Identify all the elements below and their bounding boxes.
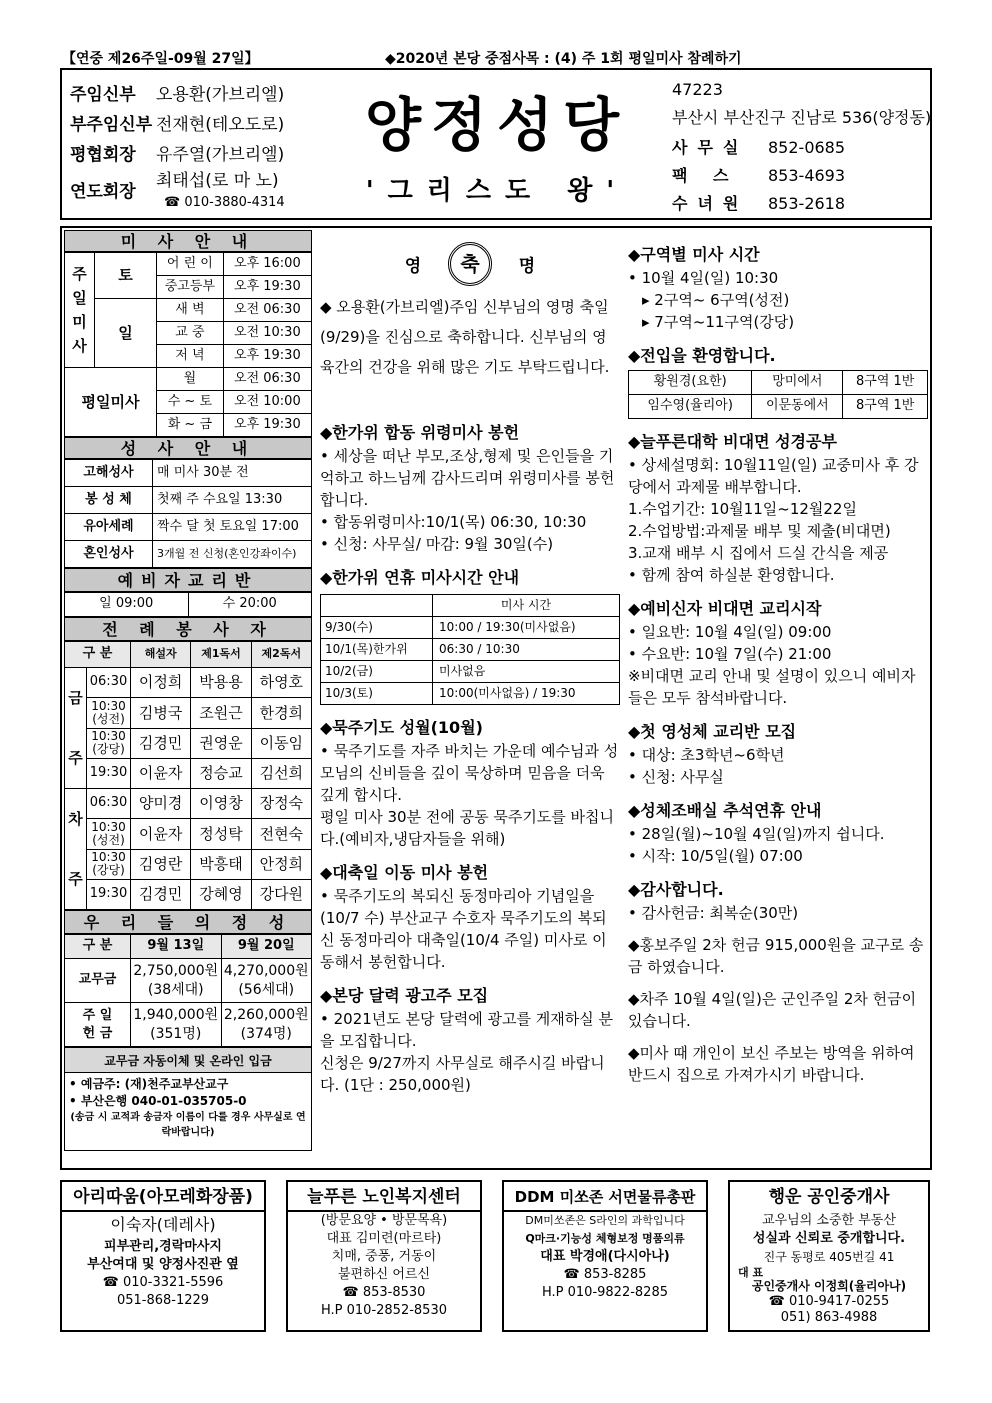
holiday-time: 10:00(미사없음) / 19:30 [433, 683, 620, 705]
contact-row [672, 190, 931, 218]
mass-name: 월 [157, 368, 224, 391]
offerings-table [64, 934, 312, 1047]
holiday-day: 10/2(금) [321, 661, 433, 683]
server-time: 10:30 (강당) [87, 728, 131, 758]
offering-amount: 2,260,000원 [223, 1006, 309, 1023]
staff-row [70, 140, 285, 170]
server-name: 이정희 [131, 668, 191, 698]
ad-line: ☎ 010-3321-5596 [102, 1275, 224, 1290]
offerings-header: 9월 20일 [221, 935, 312, 959]
article-line: ▸ 7구역~11구역(강당) [642, 313, 795, 331]
holiday-time: 미사없음 [433, 661, 620, 683]
ad-title: 행운 공인중개사 [768, 1187, 890, 1207]
offering-amount: 1,940,000원 [133, 1006, 219, 1023]
holiday-day: 9/30(수) [321, 617, 433, 639]
article-line: ◆미사 때 개인이 보신 주보는 방역을 위하여 반드시 집으로 가져가시기 바랍니다. [628, 1044, 915, 1084]
sacrament-value: 3개월 전 신청(혼인강좌이수) [153, 541, 312, 568]
ad-title: DDM 미쏘존 서면물류총판 [504, 1182, 706, 1212]
staff-name: 오용환(가브리엘) [156, 85, 285, 105]
staff-name: 최태섭(로 마 노) [156, 171, 279, 191]
mass-title: 미 사 안 내 [64, 230, 312, 252]
catechumen-start-article [628, 596, 928, 709]
server-time: 10:30 (강당) [87, 849, 131, 879]
article-line: 3.교재 배부 시 집에서 드실 간식을 제공 [628, 544, 889, 562]
mass-name: 저 녁 [157, 345, 224, 368]
ad-clothing [502, 1180, 708, 1332]
article-line: • 10월 4일(일) 10:30 [628, 269, 779, 287]
staff-name: 전재현(테오도로) [156, 115, 285, 135]
article-title: ◆예비신자 비대면 교리시작 [628, 599, 822, 618]
staff-role: 주임신부 [70, 85, 136, 105]
holiday-day: 10/1(목)한가위 [321, 639, 433, 661]
ad-line: 공인중개사 이정희(율리아나) [751, 1279, 907, 1293]
article-title: ◆구역별 미사 시간 [628, 245, 760, 264]
server-name: 강혜영 [191, 879, 251, 909]
sacraments-table [64, 459, 312, 568]
calendar-ad-article [320, 983, 620, 1096]
server-name: 박용용 [191, 668, 251, 698]
contact-value: 852-0685 [768, 138, 846, 157]
ad-line: 치매, 중풍, 거동이 [331, 1249, 437, 1264]
mass-name: 중고등부 [157, 276, 224, 299]
mass-table [64, 252, 312, 437]
staff-list [70, 80, 285, 214]
server-time: 10:30 (성전) [87, 698, 131, 728]
catechumen-table [64, 592, 312, 617]
server-name: 이윤자 [131, 819, 191, 849]
mass-name: 교 중 [157, 322, 224, 345]
ad-line: 대 표 [738, 1266, 764, 1279]
staff-phone: ☎ 010-3880-4314 [164, 195, 285, 210]
servers-title: 전 례 봉 사 자 [64, 617, 312, 641]
article-line: ※비대면 교리 안내 및 설명이 있으니 예비자들은 모두 참석바랍니다. [628, 667, 916, 707]
header-box [60, 68, 932, 220]
ad-line: ☎ 010-9417-0255 [768, 1294, 890, 1309]
server-name: 김병국 [131, 698, 191, 728]
welcome-name: 임수영(율리아) [629, 395, 752, 419]
server-name: 이동임 [251, 728, 311, 758]
ad-line: 대표 박경애(다시아나) [540, 1249, 670, 1264]
server-name: 장정숙 [251, 789, 311, 819]
mass-name: 화 ~ 금 [157, 414, 224, 437]
staff-detail [156, 170, 285, 214]
sacrament-name: 유아세례 [65, 514, 153, 541]
notice-promotion [628, 934, 928, 978]
holiday-header: 미사 시간 [433, 595, 620, 617]
ad-line: 대표 김미련(마르타) [326, 1231, 442, 1246]
mass-time: 오전 10:30 [223, 322, 311, 345]
article-title: ◆묵주기도 성월(10월) [320, 718, 483, 737]
staff-role: 평협회장 [70, 145, 136, 165]
article-title: ◆늘푸른대학 비대면 성경공부 [628, 432, 837, 451]
offering-amount: 2,750,000원 [133, 962, 219, 979]
article-line: • 묵주기도를 자주 바치는 가운데 예수님과 성모님의 신비들을 깊이 묵상하며 믿음을 더욱 깊게 합시다. [320, 742, 619, 804]
account-info [64, 1073, 312, 1151]
article-line: • 감사헌금: 최복순(30만) [628, 904, 799, 922]
mass-time: 오전 06:30 [223, 368, 311, 391]
ad-cosmetics [60, 1180, 266, 1332]
mass-time: 오후 19:30 [223, 345, 311, 368]
welcome-from: 이문동에서 [752, 395, 843, 419]
offering-count: (374명) [240, 1025, 292, 1042]
welcome-name: 황원경(요한) [629, 371, 752, 395]
server-time: 06:30 [87, 668, 131, 698]
sacrament-name: 봉 성 체 [65, 487, 153, 514]
server-name: 전현숙 [251, 819, 311, 849]
offering-count: (351명) [150, 1025, 202, 1042]
article-line: • 세상을 떠난 부모,조상,형제 및 은인들을 기억하고 하느님께 감사드리며 위령미사를 봉헌합니다. [320, 447, 615, 509]
ad-line: ☎ 853-8530 [342, 1285, 426, 1300]
contact-row [672, 134, 931, 162]
right-column [628, 242, 928, 1096]
feast-title: '그리스도 왕' [365, 176, 629, 206]
ad-line: ☎ 853-8285 [563, 1267, 647, 1282]
server-time: 19:30 [87, 758, 131, 788]
ad-line: H.P 010-9822-8285 [541, 1285, 668, 1300]
this-week-label: 금주 [65, 668, 87, 789]
feast-heading [320, 242, 620, 292]
article-title: ◆성체조배실 추석연휴 안내 [628, 801, 822, 820]
article-line: • 합동위령미사:10/1(목) 06:30, 10:30 [320, 513, 587, 531]
issue-label: 【연중 제26주일-09월 27일】 [62, 51, 259, 67]
mass-time: 오후 19:30 [223, 414, 311, 437]
article-line: 신청은 9/27까지 사무실로 해주시길 바랍니다. (1단 : 250,000원) [320, 1054, 605, 1094]
district-mass-article [628, 242, 928, 333]
offering-count: (38세대) [147, 981, 204, 998]
mass-name: 어 린 이 [157, 253, 224, 276]
server-name: 조원근 [191, 698, 251, 728]
next-week-label: 차주 [65, 789, 87, 910]
offering-cell [131, 1003, 222, 1047]
ad-line: H.P 010-2852-8530 [320, 1303, 447, 1318]
sacrament-value: 짝수 달 첫 토요일 17:00 [153, 514, 312, 541]
holiday-time: 10:00 / 19:30(미사없음) [433, 617, 620, 639]
contact-value: 853-4693 [768, 166, 846, 185]
ad-elder-care [286, 1180, 482, 1332]
sacrament-name: 혼인성사 [65, 541, 153, 568]
article-title: ◆본당 달력 광고주 모집 [320, 986, 489, 1005]
server-name: 정성탁 [191, 819, 251, 849]
offering-name: 주 일 헌 금 [65, 1003, 131, 1047]
catechumen-wednesday: 수 20:00 [188, 593, 312, 617]
article-line: • 신청: 사무실 [628, 768, 724, 786]
notice-military-sunday [628, 988, 928, 1032]
ad-line: (방문요양 • 방문목욕) [320, 1213, 448, 1228]
article-line: ◆차주 10월 4일(일)은 군인주일 2차 헌금이 있습니다. [628, 990, 917, 1030]
contact-row [672, 162, 931, 190]
article-line: • 대상: 초3학년~6학년 [628, 746, 785, 764]
article-line: 1.수업기간: 10월11일~12월22일 [628, 500, 857, 518]
ad-line: 교우님의 소중한 부동산 [762, 1213, 896, 1228]
sacrament-name: 고해성사 [65, 460, 153, 487]
article-line: 2.수업방법:과제물 배부 및 제출(비대면) [628, 522, 891, 540]
server-name: 이윤자 [131, 758, 191, 788]
article-line: • 신청: 사무실/ 마감: 9월 30일(수) [320, 535, 554, 553]
article-line: • 2021년도 본당 달력에 광고를 게재하실 분을 모집합니다. [320, 1010, 613, 1050]
pastoral-goal: ◆2020년 본당 중점사목 : (4) 주 1회 평일미사 참례하기 [385, 51, 742, 67]
servers-header: 구 분 [65, 642, 131, 668]
article-line: ◆홍보주일 2차 헌금 915,000원을 교구로 송금 하였습니다. [628, 936, 924, 976]
servers-table [64, 641, 312, 910]
offering-cell [131, 959, 222, 1003]
notice-bulletin [628, 1042, 928, 1086]
article-line: • 함께 참여 하실분 환영합니다. [628, 566, 835, 584]
article-title: ◆대축일 이동 미사 봉헌 [320, 863, 489, 882]
first-communion-article [628, 719, 928, 788]
sunday-label: 일 [95, 299, 157, 368]
server-name: 하영호 [251, 668, 311, 698]
ad-line: 진구 동평로 405번길 41 [763, 1250, 895, 1264]
article-title: ◆첫 영성체 교리반 모집 [628, 722, 797, 741]
offering-cell [221, 1003, 312, 1047]
ad-line: 불편하신 어르신 [337, 1267, 431, 1282]
ad-realty [728, 1180, 930, 1332]
feast-heading-right: 명 [518, 256, 536, 277]
server-name: 정승교 [191, 758, 251, 788]
saturday-label: 토 [95, 253, 157, 299]
welcome-from: 망미에서 [752, 371, 843, 395]
offering-amount: 4,270,000원 [223, 962, 309, 979]
article-title: ◆전입을 환영합니다. [628, 346, 776, 365]
article-title: ◆한가위 합동 위령미사 봉헌 [320, 423, 520, 442]
address: 부산시 부산진구 진남로 536(양정동) [672, 108, 932, 127]
server-name: 김선희 [251, 758, 311, 788]
offering-cell [221, 959, 312, 1003]
staff-role: 연도회장 [70, 182, 136, 202]
ad-line: Q마크·기능성 체형보정 명품의류 [525, 1232, 685, 1245]
rosary-month-article [320, 715, 620, 850]
contact-label: 수녀원 [672, 194, 749, 213]
article-title: ◆한가위 연휴 미사시간 안내 [320, 568, 520, 587]
article-line: • 상세설명회: 10월11일(일) 교중미사 후 강당에서 과제물 배부합니다. [628, 456, 919, 496]
holiday-mass-table [320, 594, 620, 705]
offering-name: 교무금 [65, 959, 131, 1003]
contact-value: 853-2618 [768, 194, 846, 213]
catechumen-sunday: 일 09:00 [65, 593, 189, 617]
mass-time: 오후 19:30 [223, 276, 311, 299]
memorial-mass-article [320, 420, 620, 555]
bible-study-article [628, 429, 928, 586]
contact-block [672, 76, 931, 218]
welcome-area: 8구역 1반 [843, 395, 928, 419]
adoration-room-article [628, 798, 928, 867]
mass-time: 오전 10:00 [223, 391, 311, 414]
middle-column [320, 242, 620, 1106]
server-time: 10:30 (성전) [87, 819, 131, 849]
catechumen-title: 예비자교리반 [64, 568, 312, 592]
server-name: 이영창 [191, 789, 251, 819]
staff-row [70, 170, 285, 214]
staff-name: 유주열(가브리엘) [156, 145, 285, 165]
offerings-header: 구 분 [65, 935, 131, 959]
sacrament-value: 매 미사 30분 전 [153, 460, 312, 487]
mass-name: 새 벽 [157, 299, 224, 322]
solemnity-article [320, 860, 620, 973]
left-column [64, 230, 312, 1151]
server-name: 김경민 [131, 879, 191, 909]
ad-line: 부산여대 및 양정사진관 옆 [87, 1257, 239, 1272]
weekday-mass-label: 평일미사 [65, 368, 157, 437]
server-name: 권영운 [191, 728, 251, 758]
article-line: • 수요반: 10월 7일(수) 21:00 [628, 645, 832, 663]
transfer-note: (송금 시 교적과 송금자 이름이 다를 경우 사무실로 연락바랍니다) [70, 1112, 306, 1138]
welcome-table [628, 370, 928, 419]
article-line: 평일 미사 30분 전에 공동 묵주기도를 바칩니다.(예비자,냉담자들을 위해) [320, 808, 615, 848]
offerings-header: 9월 13일 [131, 935, 222, 959]
welcome-area: 8구역 1반 [843, 371, 928, 395]
servers-header: 제1독서 [191, 642, 251, 668]
mass-time: 오전 06:30 [223, 299, 311, 322]
server-name: 박흥태 [191, 849, 251, 879]
ad-title: 아리따움(아모레화장품) [62, 1182, 264, 1212]
ad-line: 051-868-1229 [116, 1293, 210, 1308]
server-time: 19:30 [87, 879, 131, 909]
thanks-article [628, 877, 928, 924]
servers-header: 해설자 [131, 642, 191, 668]
server-name: 김영란 [131, 849, 191, 879]
mass-time: 오후 16:00 [223, 253, 311, 276]
holiday-time: 06:30 / 10:30 [433, 639, 620, 661]
staff-row [70, 110, 285, 140]
server-time: 06:30 [87, 789, 131, 819]
auto-transfer-title: 교무금 자동이체 및 온라인 입금 [64, 1047, 312, 1073]
servers-header: 제2독서 [251, 642, 311, 668]
holiday-day: 10/3(토) [321, 683, 433, 705]
contact-label: 사무실 [672, 138, 749, 157]
ad-line: DM미쏘존은 S라인의 과학입니다 [525, 1214, 685, 1227]
ad-line: 051) 863-4988 [780, 1310, 878, 1325]
bank-account: • 부산은행 040-01-035705-0 [69, 1094, 247, 1108]
postcode: 47223 [672, 80, 723, 99]
article-line: • 28일(월)~10월 4일(일)까지 쉽니다. [628, 825, 885, 843]
server-name: 김경민 [131, 728, 191, 758]
account-holder: • 예금주: (재)천주교부산교구 [69, 1077, 229, 1091]
church-name: 양정성당 [364, 91, 630, 159]
feast-heading-left: 영 [404, 256, 422, 277]
welcome-article [628, 343, 928, 419]
ad-title: 늘푸른 노인복지센터 [288, 1182, 480, 1212]
article-line: • 묵주기도의 복되신 동정마리아 기념일을(10/7 수) 부산교구 수호자 묵주기도의 복되신 동정마리아 대축일(10/4 주일) 미사로 이동해서 봉헌합니다. [320, 887, 607, 971]
contact-label: 팩 스 [672, 166, 739, 185]
server-name: 강다원 [251, 879, 311, 909]
sacrament-value: 첫째 주 수요일 13:30 [153, 487, 312, 514]
sacraments-title: 성 사 안 내 [64, 437, 312, 459]
article-line: • 일요반: 10월 4일(일) 09:00 [628, 623, 832, 641]
feast-message: ◆ 오용환(가브리엘)주임 신부님의 영명 축일(9/29)을 진심으로 축하합니다. 신부님의 영육간의 건강을 위해 많은 기도 부탁드립니다. [320, 298, 610, 376]
offering-count: (56세대) [238, 981, 295, 998]
staff-row [70, 80, 285, 110]
mass-name: 수 ~ 토 [157, 391, 224, 414]
ad-line: 이숙자(데레사) [110, 1215, 216, 1234]
ad-line: 성실과 신뢰로 중개합니다. [752, 1231, 906, 1246]
server-name: 양미경 [131, 789, 191, 819]
staff-role: 부주임신부 [70, 115, 153, 135]
article-line: • 시작: 10/5일(월) 07:00 [628, 847, 803, 865]
ad-line: 피부관리,경락마사지 [104, 1239, 222, 1254]
server-name: 안정희 [251, 849, 311, 879]
article-line: ▸ 2구역~ 6구역(성전) [642, 291, 790, 309]
article-title: ◆감사합니다. [628, 880, 724, 899]
sunday-mass-label: 주일미사 [65, 253, 95, 368]
celebration-emblem-icon: 축 [448, 242, 492, 286]
server-name: 한경희 [251, 698, 311, 728]
offerings-title: 우 리 들 의 정 성 [64, 910, 312, 934]
holiday-mass-article [320, 565, 620, 705]
holiday-header-blank [321, 595, 433, 617]
